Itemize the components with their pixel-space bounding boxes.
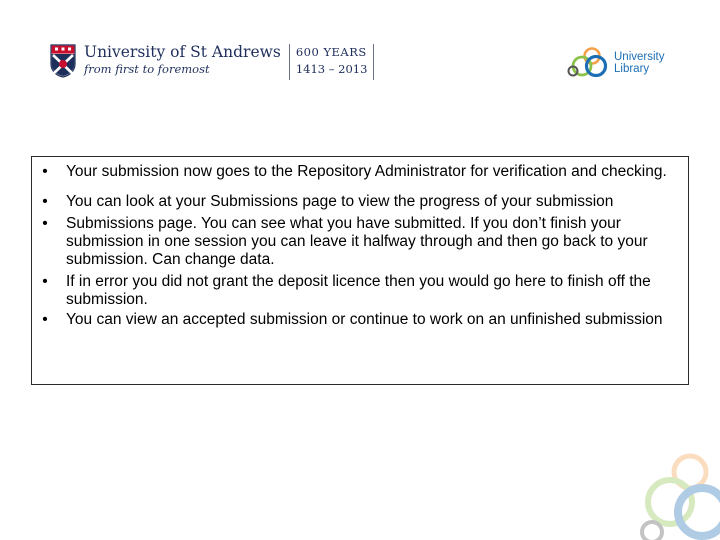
bullet-icon: •: [42, 193, 48, 210]
bullet-text: Submissions page. You can see what you have submitted. If you don’t finish your submission in one session you can leave it halfway through and then go back to your submission. Can change data.: [66, 215, 648, 268]
list-item: [32, 311, 688, 329]
notes-box: [31, 156, 689, 385]
library-line-2: Library: [614, 63, 650, 75]
decorative-rings-icon: [630, 450, 720, 540]
bullet-icon: •: [42, 311, 48, 328]
list-item: [32, 163, 688, 181]
anniversary-block: [296, 44, 368, 78]
library-rings-icon: [566, 44, 612, 82]
list-item: [32, 193, 688, 211]
logo-divider-right: [373, 44, 374, 80]
library-line-1: University: [614, 51, 665, 63]
st-andrews-logo: [50, 44, 374, 82]
list-item: [32, 273, 688, 309]
bullet-icon: •: [42, 215, 48, 232]
bullet-text: You can look at your Submissions page to view the progress of your submission: [66, 193, 614, 210]
bullet-icon: •: [42, 273, 48, 290]
anniversary-span: 1413 – 2013: [295, 62, 368, 76]
list-item: [32, 215, 688, 269]
bullet-text: If in error you did not grant the deposit licence then you would go here to finish off the submission.: [66, 273, 651, 308]
logo-divider: [289, 44, 290, 80]
university-tagline: from first to foremost: [84, 62, 210, 76]
university-library-logo: [566, 44, 676, 82]
bullet-icon: •: [42, 163, 48, 180]
slide-header: [0, 0, 720, 100]
anniversary-title: 600 YEARS: [295, 45, 367, 59]
bullet-list: [32, 163, 688, 329]
university-crest-icon: [50, 44, 76, 78]
bullet-text: You can view an accepted submission or continue to work on an unfinished submission: [66, 311, 663, 328]
bullet-text: Your submission now goes to the Repository Administrator for verification and checking.: [66, 163, 667, 180]
university-name: University of St Andrews: [84, 43, 281, 61]
